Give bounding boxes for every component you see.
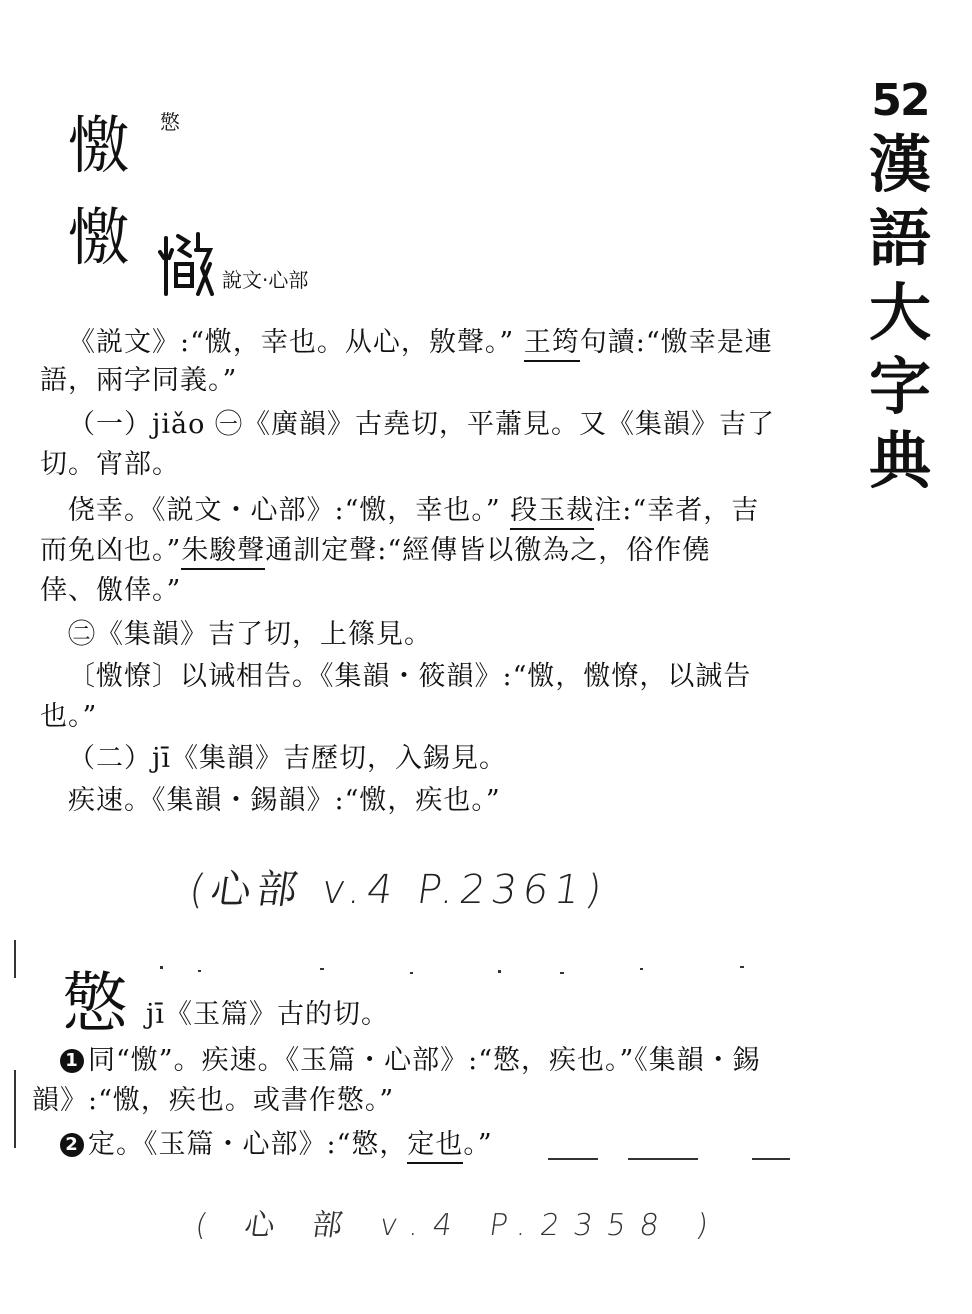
text-line: 語，兩字同義。” [40,365,238,396]
seal-source: 說文·心部 [222,268,309,292]
sense-line: 韻》:“憿，疾也。或書作憼。” [32,1085,395,1116]
text-span: 侥幸。《説文・心部》:“憿，幸也。” [68,495,511,526]
entry-head-char-2: 憿 [68,201,131,274]
underlined-name: 朱駿聲 [181,535,265,570]
underlined-name: 王筠 [524,327,580,362]
handwritten-reference: ( 心 部 v.4 P.2358 ) [193,1208,725,1243]
text-line: 切。宵部。 [40,449,180,480]
text-line: 也。” [40,701,98,732]
text-span: 。” [463,1129,493,1160]
sense-line [60,1122,493,1161]
text-line [40,528,710,567]
text-span: 通訓定聲:“經傳皆以徼為之，俗作僥 [265,535,711,566]
entry-head-char: 憿 [68,109,131,182]
text-line: 疾速。《集韻・錫韻》:“憿，疾也。” [68,785,501,816]
dictionary-title [862,74,938,498]
text-line: （二）jī《集韻》吉歷切，入錫見。 [68,743,508,774]
page-number: 52 [871,75,929,126]
entry-head-char: 憼 [62,965,128,1042]
text-span: 《説文》:“憿，幸也。从心，敫聲。” [68,327,524,358]
text-line [68,488,759,527]
text-line [68,320,773,359]
text-span: 注:“幸者，吉 [594,495,760,526]
variant-char: 憼 [160,110,180,134]
sense-number-badge: 2 [60,1133,84,1157]
title-char: 典 [868,424,931,497]
text-span: 定。《玉篇・心部》:“憼， [88,1129,408,1160]
text-line: 倖、儌倖。” [40,575,182,606]
text-line: 〔憿憭〕以诫相告。《集韻・筱韻》:“憿，憿憭，以誡告 [68,661,752,692]
text-span: 句讀:“憿幸是連 [579,327,773,358]
underlined-name: 段玉裁 [510,495,594,530]
pronunciation-line: jī《玉篇》古的切。 [146,999,390,1030]
text-line: ㊁《集韻》吉了切，上篠見。 [68,619,432,650]
underlined-text: 定也 [407,1129,463,1164]
title-char: 大 [868,276,931,349]
text-span: 而免凶也。” [40,535,182,566]
handwritten-reference: (心部 v.4 P.2361) [186,867,611,913]
seal-script-glyph [158,228,214,300]
sense-line [60,1038,761,1077]
title-char: 字 [868,350,931,423]
sense-number-badge: 1 [60,1049,84,1073]
text-span: 同“憿”。疾速。《玉篇・心部》:“憼，疾也。”《集韻・錫 [88,1045,761,1076]
text-line: （一）jiǎo ㊀《廣韻》古堯切，平蕭見。又《集韻》吉了 [68,409,775,440]
title-char: 漢 [868,128,931,201]
title-char: 語 [868,202,931,275]
